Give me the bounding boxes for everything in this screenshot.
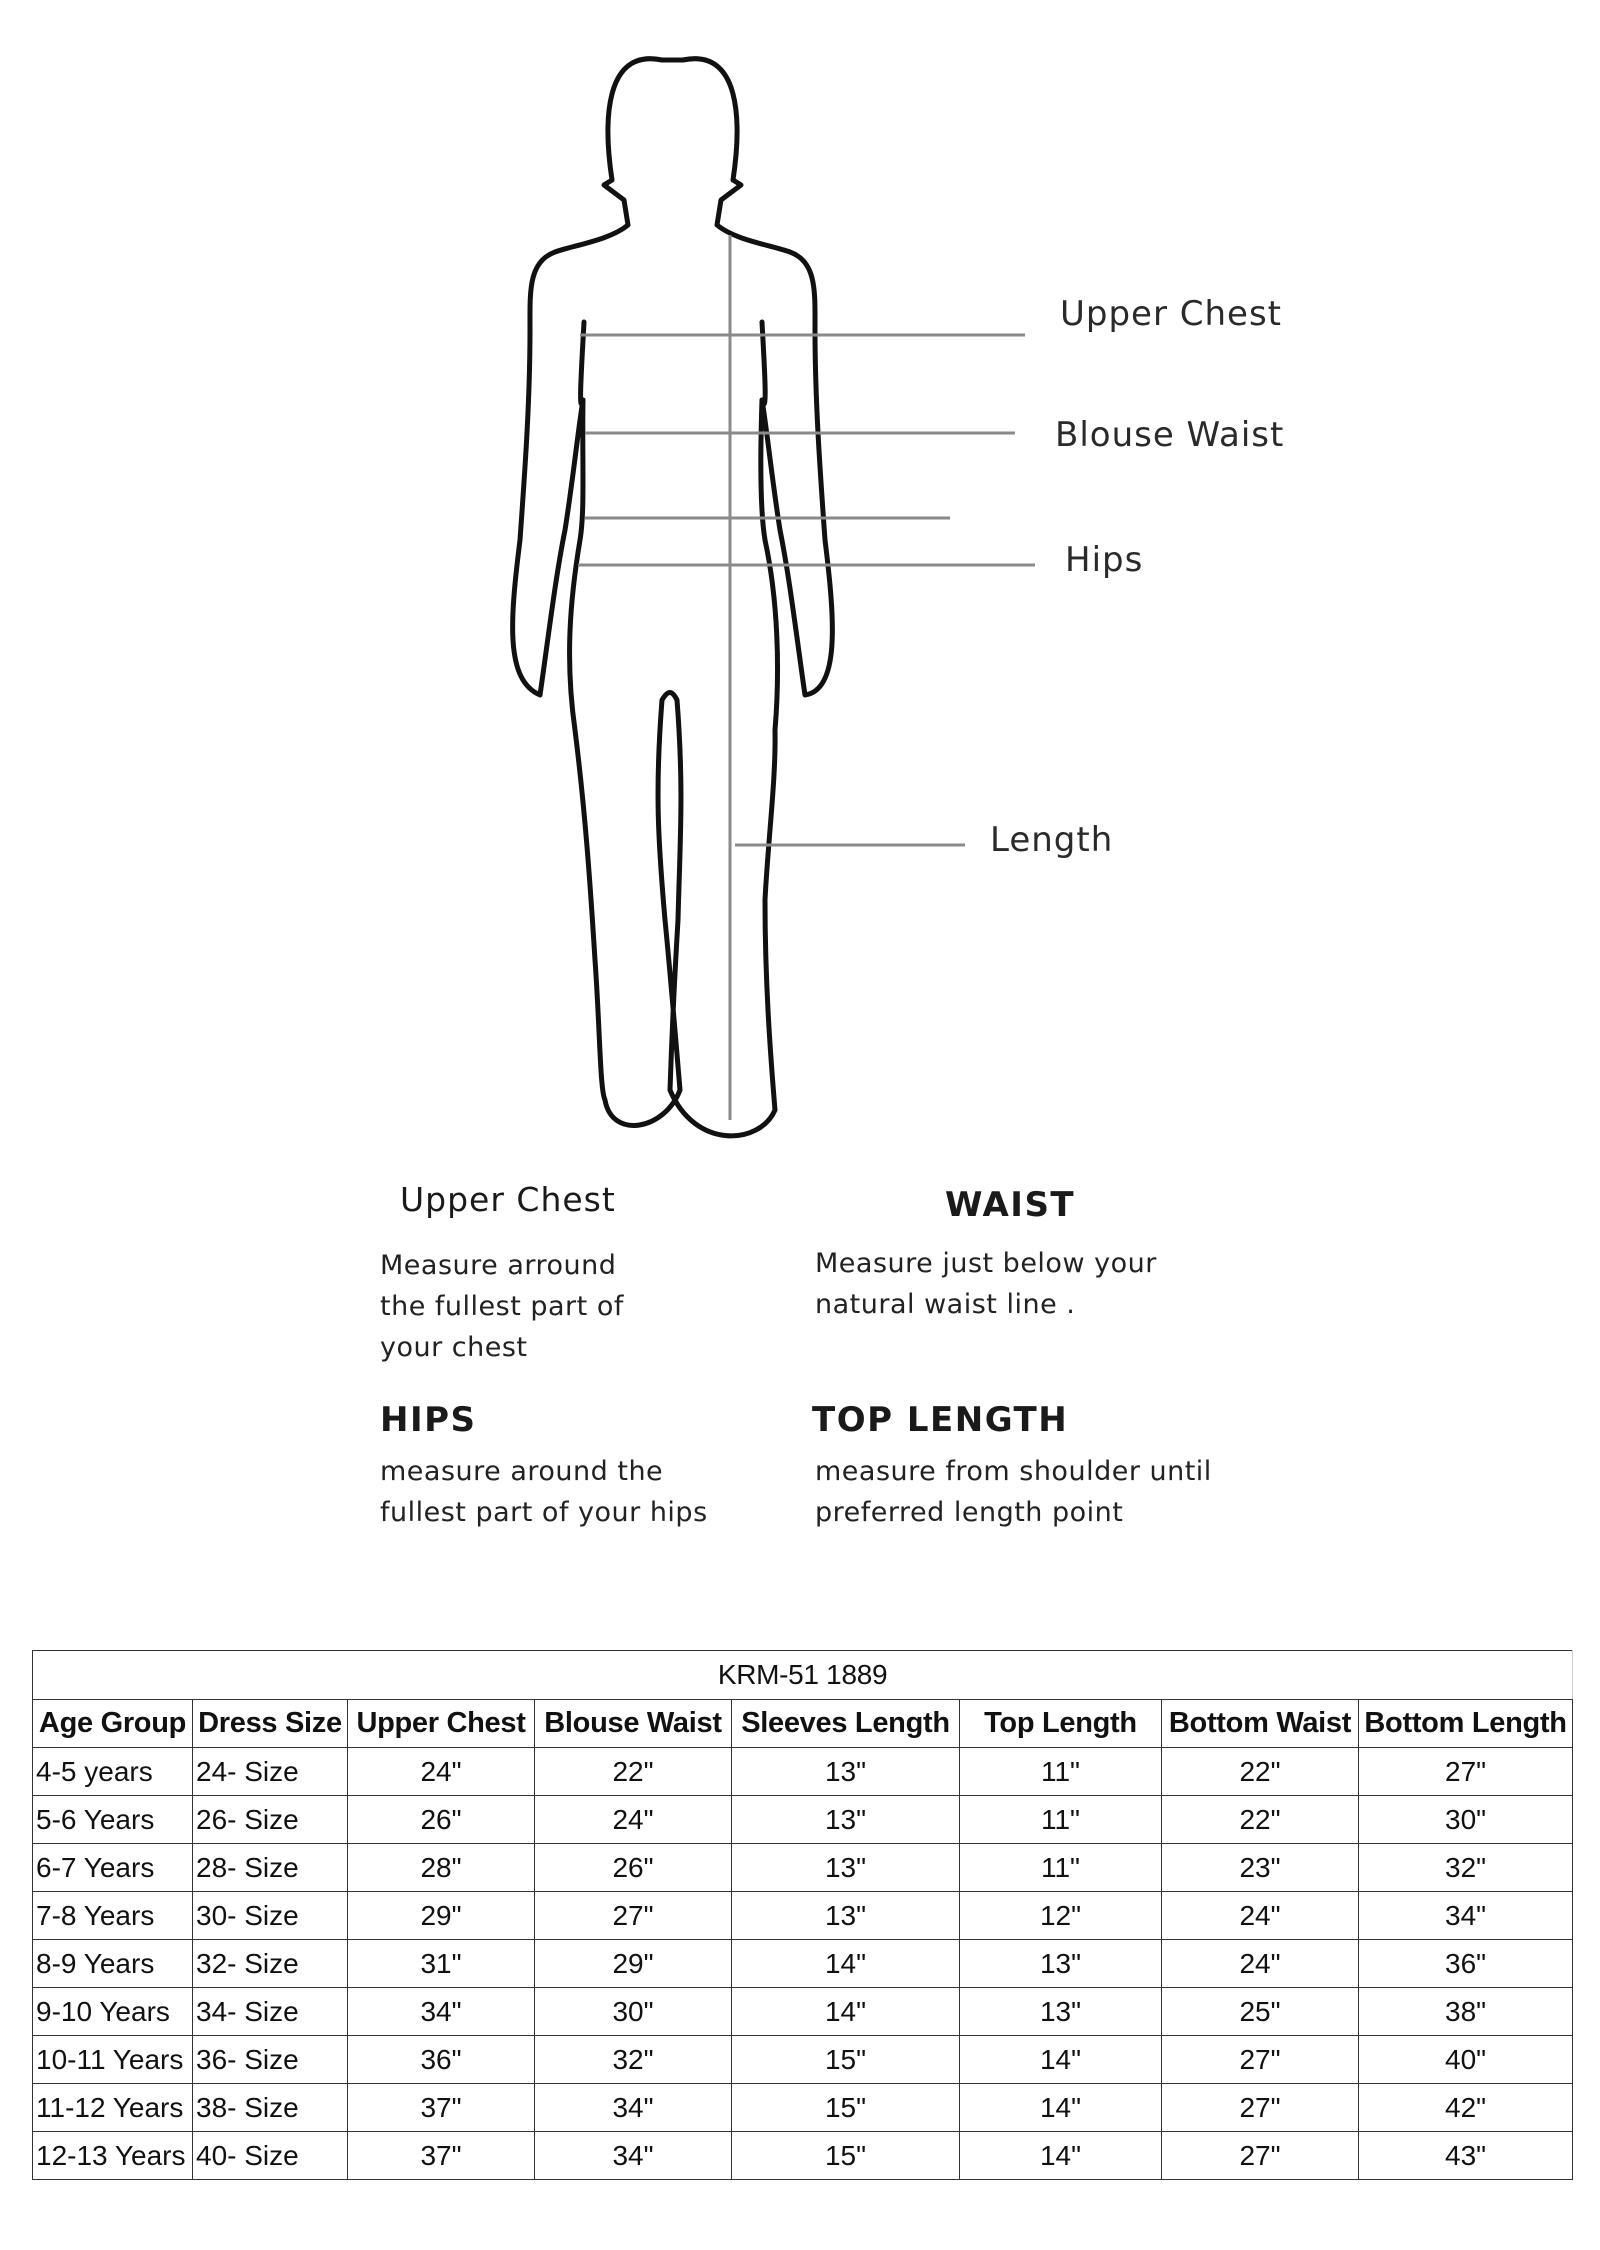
cell-bottom-length: 27" xyxy=(1359,1748,1573,1796)
header-upper-chest: Upper Chest xyxy=(348,1700,535,1748)
cell-top-length: 12" xyxy=(960,1892,1162,1940)
guide-hips-title: HIPS xyxy=(380,1400,477,1440)
table-row xyxy=(33,1988,1573,2036)
size-chart-table xyxy=(32,1650,1573,2180)
cell-age-group: 5-6 Years xyxy=(33,1796,193,1844)
table-row xyxy=(33,1796,1573,1844)
cell-upper-chest: 37" xyxy=(348,2084,535,2132)
table-header-row xyxy=(33,1700,1573,1748)
callout-length: Length xyxy=(990,820,1114,860)
cell-top-length: 11" xyxy=(960,1844,1162,1892)
table-row xyxy=(33,2132,1573,2180)
cell-top-length: 13" xyxy=(960,1940,1162,1988)
cell-bottom-waist: 22" xyxy=(1162,1748,1359,1796)
guide-upper-chest-text: Measure arround the fullest part of your chest xyxy=(380,1250,624,1363)
cell-dress-size: 40- Size xyxy=(193,2132,348,2180)
cell-dress-size: 26- Size xyxy=(193,1796,348,1844)
header-bottom-length: Bottom Length xyxy=(1359,1700,1573,1748)
header-dress-size: Dress Size xyxy=(193,1700,348,1748)
cell-age-group: 11-12 Years xyxy=(33,2084,193,2132)
header-bottom-waist: Bottom Waist xyxy=(1162,1700,1359,1748)
cell-upper-chest: 29" xyxy=(348,1892,535,1940)
cell-sleeves-length: 15" xyxy=(732,2084,960,2132)
cell-sleeves-length: 13" xyxy=(732,1796,960,1844)
cell-upper-chest: 36" xyxy=(348,2036,535,2084)
cell-sleeves-length: 15" xyxy=(732,2132,960,2180)
cell-age-group: 4-5 years xyxy=(33,1748,193,1796)
cell-blouse-waist: 24" xyxy=(535,1796,732,1844)
cell-bottom-length: 38" xyxy=(1359,1988,1573,2036)
table-row xyxy=(33,2084,1573,2132)
cell-bottom-length: 42" xyxy=(1359,2084,1573,2132)
table-row xyxy=(33,1892,1573,1940)
cell-dress-size: 32- Size xyxy=(193,1940,348,1988)
cell-dress-size: 38- Size xyxy=(193,2084,348,2132)
table-row xyxy=(33,1748,1573,1796)
guide-top-length-title: TOP LENGTH xyxy=(812,1400,1069,1440)
cell-top-length: 11" xyxy=(960,1796,1162,1844)
guide-top-length-text: measure from shoulder until preferred length point xyxy=(815,1456,1212,1528)
cell-age-group: 6-7 Years xyxy=(33,1844,193,1892)
cell-age-group: 7-8 Years xyxy=(33,1892,193,1940)
cell-blouse-waist: 32" xyxy=(535,2036,732,2084)
cell-blouse-waist: 30" xyxy=(535,1988,732,2036)
table-row xyxy=(33,1940,1573,1988)
cell-sleeves-length: 13" xyxy=(732,1844,960,1892)
cell-upper-chest: 37" xyxy=(348,2132,535,2180)
callout-upper-chest: Upper Chest xyxy=(1060,294,1283,334)
cell-bottom-length: 36" xyxy=(1359,1940,1573,1988)
cell-blouse-waist: 29" xyxy=(535,1940,732,1988)
cell-blouse-waist: 34" xyxy=(535,2132,732,2180)
cell-blouse-waist: 26" xyxy=(535,1844,732,1892)
guide-waist-title: WAIST xyxy=(945,1185,1076,1225)
cell-upper-chest: 34" xyxy=(348,1988,535,2036)
cell-top-length: 14" xyxy=(960,2132,1162,2180)
table-title: KRM-51 1889 xyxy=(33,1651,1573,1700)
cell-bottom-waist: 24" xyxy=(1162,1892,1359,1940)
cell-bottom-waist: 27" xyxy=(1162,2084,1359,2132)
table-row xyxy=(33,1844,1573,1892)
cell-age-group: 8-9 Years xyxy=(33,1940,193,1988)
cell-sleeves-length: 15" xyxy=(732,2036,960,2084)
cell-top-length: 14" xyxy=(960,2084,1162,2132)
cell-bottom-waist: 27" xyxy=(1162,2036,1359,2084)
cell-bottom-length: 40" xyxy=(1359,2036,1573,2084)
cell-top-length: 11" xyxy=(960,1748,1162,1796)
cell-bottom-length: 43" xyxy=(1359,2132,1573,2180)
cell-dress-size: 24- Size xyxy=(193,1748,348,1796)
callout-blouse-waist: Blouse Waist xyxy=(1055,415,1285,455)
cell-bottom-waist: 22" xyxy=(1162,1796,1359,1844)
cell-bottom-waist: 23" xyxy=(1162,1844,1359,1892)
body-outline xyxy=(513,59,833,1136)
cell-sleeves-length: 13" xyxy=(732,1748,960,1796)
guide-waist-text: Measure just below your natural waist line . xyxy=(815,1248,1157,1320)
guide-hips-text: measure around the fullest part of your hips xyxy=(380,1456,708,1528)
cell-upper-chest: 26" xyxy=(348,1796,535,1844)
cell-sleeves-length: 14" xyxy=(732,1988,960,2036)
cell-bottom-length: 30" xyxy=(1359,1796,1573,1844)
cell-age-group: 12-13 Years xyxy=(33,2132,193,2180)
guide-upper-chest-title: Upper Chest xyxy=(400,1180,616,1219)
header-age-group: Age Group xyxy=(33,1700,193,1748)
table-row xyxy=(33,2036,1573,2084)
cell-age-group: 10-11 Years xyxy=(33,2036,193,2084)
cell-upper-chest: 31" xyxy=(348,1940,535,1988)
cell-blouse-waist: 22" xyxy=(535,1748,732,1796)
header-sleeves-length: Sleeves Length xyxy=(732,1700,960,1748)
cell-top-length: 13" xyxy=(960,1988,1162,2036)
cell-upper-chest: 28" xyxy=(348,1844,535,1892)
cell-bottom-length: 32" xyxy=(1359,1844,1573,1892)
cell-dress-size: 34- Size xyxy=(193,1988,348,2036)
cell-bottom-waist: 27" xyxy=(1162,2132,1359,2180)
callout-hips: Hips xyxy=(1065,540,1144,580)
cell-sleeves-length: 13" xyxy=(732,1892,960,1940)
cell-dress-size: 36- Size xyxy=(193,2036,348,2084)
header-blouse-waist: Blouse Waist xyxy=(535,1700,732,1748)
cell-bottom-length: 34" xyxy=(1359,1892,1573,1940)
cell-age-group: 9-10 Years xyxy=(33,1988,193,2036)
cell-upper-chest: 24" xyxy=(348,1748,535,1796)
header-top-length: Top Length xyxy=(960,1700,1162,1748)
cell-dress-size: 30- Size xyxy=(193,1892,348,1940)
cell-bottom-waist: 25" xyxy=(1162,1988,1359,2036)
table-title-row xyxy=(33,1651,1573,1700)
cell-dress-size: 28- Size xyxy=(193,1844,348,1892)
table-body xyxy=(33,1748,1573,2180)
cell-blouse-waist: 34" xyxy=(535,2084,732,2132)
cell-blouse-waist: 27" xyxy=(535,1892,732,1940)
cell-top-length: 14" xyxy=(960,2036,1162,2084)
cell-bottom-waist: 24" xyxy=(1162,1940,1359,1988)
cell-sleeves-length: 14" xyxy=(732,1940,960,1988)
